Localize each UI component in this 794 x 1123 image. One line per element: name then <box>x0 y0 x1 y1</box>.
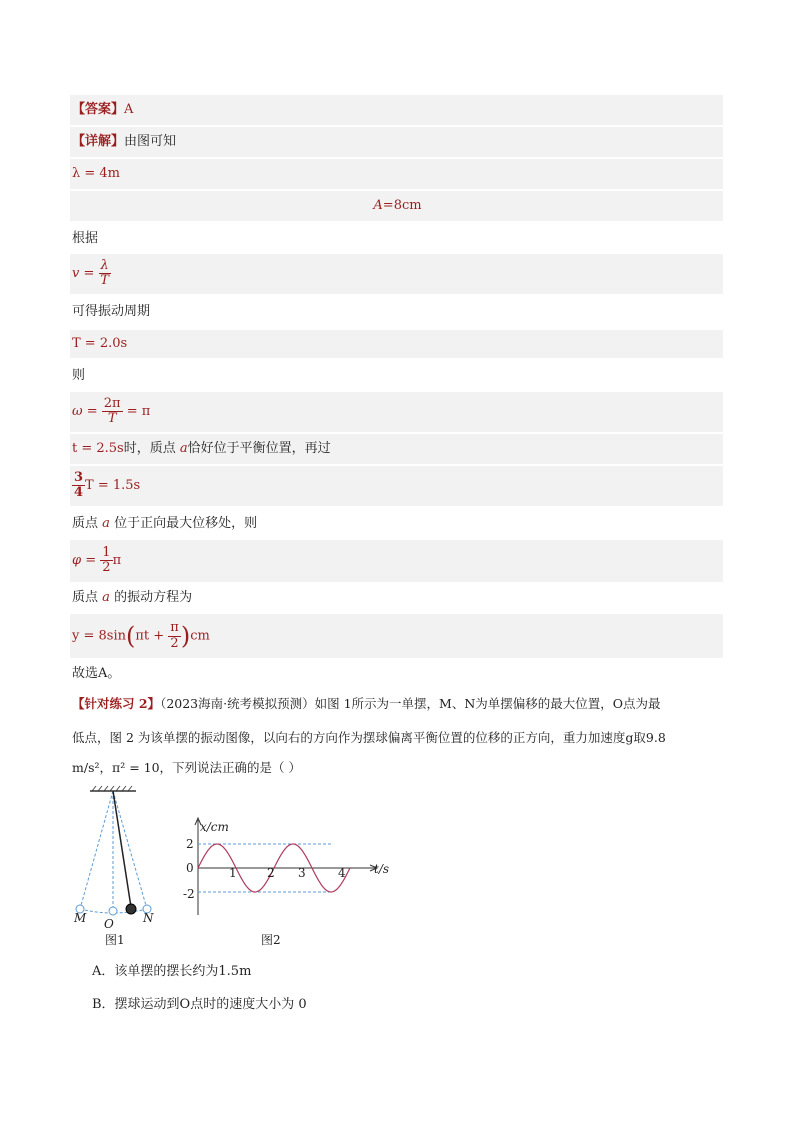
eq-T: T = 2.0s <box>72 336 128 351</box>
detail-line <box>70 127 723 157</box>
eq-phi-fraction <box>100 546 112 576</box>
line-eq <box>70 584 723 612</box>
eq-34T-den: 4 <box>74 485 84 500</box>
line-eq-text1: 质点 <box>72 590 99 605</box>
eq-phi-lhs: φ = <box>72 553 97 568</box>
line-t-eq: t = 2.5s <box>72 441 124 456</box>
eq-y-line <box>70 614 723 658</box>
answer-line <box>70 95 723 125</box>
answer-value: A <box>124 102 134 117</box>
eq-y-lparen: ( <box>125 622 136 650</box>
eq-y-fraction <box>168 621 181 651</box>
eq-phi-rhs: π <box>112 553 122 568</box>
fig2-xtick-3: 3 <box>298 866 306 880</box>
exercise-label: 【针对练习 2】 <box>72 696 161 711</box>
fig1-caption: 图1 <box>105 933 125 947</box>
ball-O <box>109 907 117 915</box>
eq-omega-rhs: = π <box>126 404 151 419</box>
eq-y-num: π <box>170 620 179 636</box>
eq-omega-line <box>70 392 723 432</box>
eq-omega-fraction <box>102 397 123 427</box>
option-A[interactable]: A．该单摆的摆长约为1.5m <box>92 964 252 979</box>
pendulum-bob <box>126 904 136 914</box>
line-t-text1: 时，质点 <box>123 441 176 456</box>
eq-A-var: A <box>373 198 383 213</box>
eq-v-num: λ <box>100 257 109 273</box>
eq-v-fraction <box>99 259 111 289</box>
line-pos-var: a <box>102 516 110 531</box>
detail-text: 由图可知 <box>124 134 177 149</box>
line-pos-text2: 位于正向最大位移处，则 <box>114 516 258 531</box>
string-M <box>80 791 113 909</box>
eq-34T-rest: T = 1.5s <box>85 478 141 493</box>
option-B[interactable]: B．摆球运动到O点时的速度大小为 0 <box>92 997 307 1012</box>
line-t <box>70 434 723 464</box>
eq-v-line <box>70 254 723 294</box>
eq-y-inner: πt + <box>135 628 169 644</box>
fig2-xtick-1: 1 <box>229 866 237 880</box>
line-pos <box>70 510 723 538</box>
detail-label: 【详解】 <box>72 134 125 149</box>
eq-omega-den: T <box>107 411 117 426</box>
eq-v-lhs: v = <box>72 266 95 281</box>
eq-v-den: T <box>100 273 109 288</box>
eq-lambda-line <box>70 159 723 189</box>
pendulum-figure <box>70 785 170 925</box>
fig2-caption: 图2 <box>261 933 281 947</box>
conclusion-text: 故选A。 <box>72 666 121 681</box>
eq-omega-num: 2π <box>103 395 121 411</box>
eq-34T-fraction <box>72 471 85 501</box>
eq-phi-line <box>70 540 723 582</box>
basis-line <box>70 225 723 253</box>
eq-A-line <box>70 191 723 221</box>
exercise-line-3 <box>70 756 723 780</box>
conclusion-line <box>70 660 723 688</box>
eq-y-den: 2 <box>170 635 179 651</box>
eq-y-post: cm <box>190 628 210 644</box>
fig2-ytick-neg2: -2 <box>183 887 195 901</box>
eq-omega-lhs: ω = <box>72 404 98 419</box>
fig1-label-N: N <box>143 911 154 925</box>
line-t-var: a <box>179 441 188 456</box>
eq-T-line <box>70 330 723 358</box>
pendulum-string <box>113 791 131 907</box>
eq-y-pre: y = 8sin <box>72 628 126 644</box>
exercise-text-2: 低点，图 2 为该单摆的振动图像，以向右的方向作为摆球偏离平衡位置的位移的正方向，重力加速度g取9.8 <box>72 730 666 745</box>
line-eq-var: a <box>102 590 110 605</box>
period-line <box>70 298 723 326</box>
fig2-xlabel: t/s <box>374 862 390 876</box>
eq-phi-den: 2 <box>102 560 111 575</box>
fig2-xtick-4: 4 <box>338 866 346 880</box>
line-t-text2: 恰好位于平衡位置，再过 <box>187 441 331 456</box>
fig2-ytick-0: 0 <box>186 861 194 875</box>
exercise-text-3: m/s²，π² = 10，下列说法正确的是（ ） <box>72 760 302 775</box>
string-N <box>113 791 147 909</box>
fig2-ytick-2: 2 <box>186 837 194 851</box>
answer-label: 【答案】 <box>72 102 125 117</box>
exercise-line-1 <box>70 692 723 716</box>
basis-text: 根据 <box>72 231 99 246</box>
eq-y-rparen: ) <box>180 622 191 650</box>
eq-lambda: λ = 4m <box>72 166 120 181</box>
period-text: 可得振动周期 <box>72 304 151 319</box>
fig2-xtick-2: 2 <box>267 866 275 880</box>
eq-34T-num: 3 <box>74 469 84 485</box>
then-text: 则 <box>72 368 86 383</box>
eq-phi-num: 1 <box>102 544 111 560</box>
exercise-text-1: （2023海南·统考模拟预测）如图 1所示为一单摆，M、N为单摆偏移的最大位置，O点为最 <box>160 696 661 711</box>
eq-34T-line <box>70 466 723 506</box>
eq-A-rest: =8cm <box>382 198 422 213</box>
fig2-ylabel: x/cm <box>200 820 229 834</box>
fig1-label-O: O <box>104 917 114 931</box>
then-line <box>70 362 723 390</box>
line-pos-text1: 质点 <box>72 516 99 531</box>
fig1-label-M: M <box>74 911 87 925</box>
line-eq-text2: 的振动方程为 <box>114 590 193 605</box>
exercise-line-2 <box>70 726 723 750</box>
